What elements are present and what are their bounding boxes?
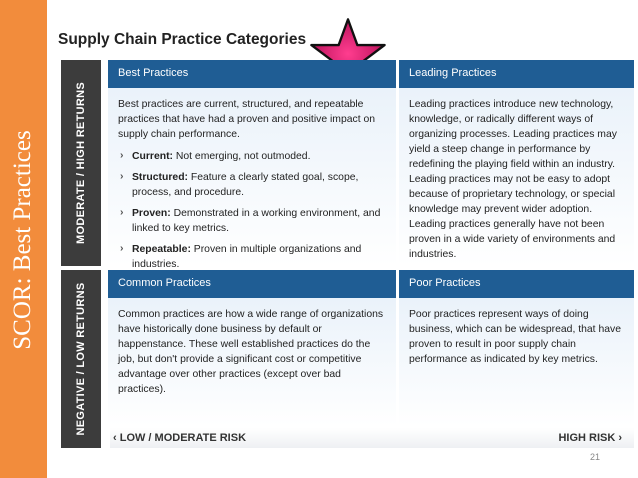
best-practices-intro: Best practices are current, structured, and repeatable practices that have had a proven and positive impact on supply chain performance.: [118, 99, 376, 140]
sidebar-title: SCOR: Best Practices: [9, 130, 36, 350]
leading-practices-body: Leading practices introduce new technology, knowledge, or radically different ways of organizing processes. Leading practices may yield a steep change in performance by redefining the playing field within an industry. Leading practices may not be easy to adopt because of proprietary technology, or special knowledge may prevent wider adoption. Leading practices generally have not been proven in a wide variety of environments and industries.: [409, 99, 617, 260]
list-item: › Repeatable: Proven in multiple organizations and industries.: [118, 242, 386, 272]
list-item: › Proven: Demonstrated in a working environment, and linked to key metrics.: [118, 206, 386, 236]
poor-practices-body: Poor practices represent ways of doing business, which can be widespread, that have proven to result in poor supply chain performance as indicated by key metrics.: [409, 309, 621, 365]
common-practices-body: Common practices are how a wide range of organizations have historically done business by default or happenstance. These well established practices do the job, but don't provide a significant cost or competitive advantage over other practices (except over bad practices).: [118, 309, 384, 395]
list-item: › Current: Not emerging, not outmoded.: [118, 149, 386, 164]
common-practices-cell: [108, 298, 396, 426]
page-number: 21: [590, 452, 601, 462]
list-item: › Structured: Feature a clearly stated goal, scope, process, and procedure.: [118, 170, 386, 200]
grid-divider: [397, 60, 399, 426]
leading-practices-cell: [399, 88, 634, 266]
row-label-top-text: MODERATE / HIGH RETURNS: [75, 82, 87, 244]
best-practices-cell: [108, 88, 396, 270]
title-sidebar: [0, 0, 47, 478]
best-practices-header: Best Practices: [108, 60, 396, 88]
row-label-bottom-text: NEGATIVE / LOW RETURNS: [75, 282, 87, 436]
leading-practices-header: Leading Practices: [399, 60, 634, 88]
risk-axis-high: HIGH RISK ›: [558, 432, 622, 444]
row-label-bottom: [61, 270, 101, 448]
row-label-top: [61, 60, 101, 266]
poor-practices-cell: [399, 298, 634, 426]
common-practices-header: Common Practices: [108, 270, 396, 298]
slide-title: Supply Chain Practice Categories: [58, 31, 307, 48]
risk-axis-low: ‹ LOW / MODERATE RISK: [113, 432, 247, 444]
best-practices-list: [118, 149, 386, 272]
poor-practices-header: Poor Practices: [399, 270, 634, 298]
